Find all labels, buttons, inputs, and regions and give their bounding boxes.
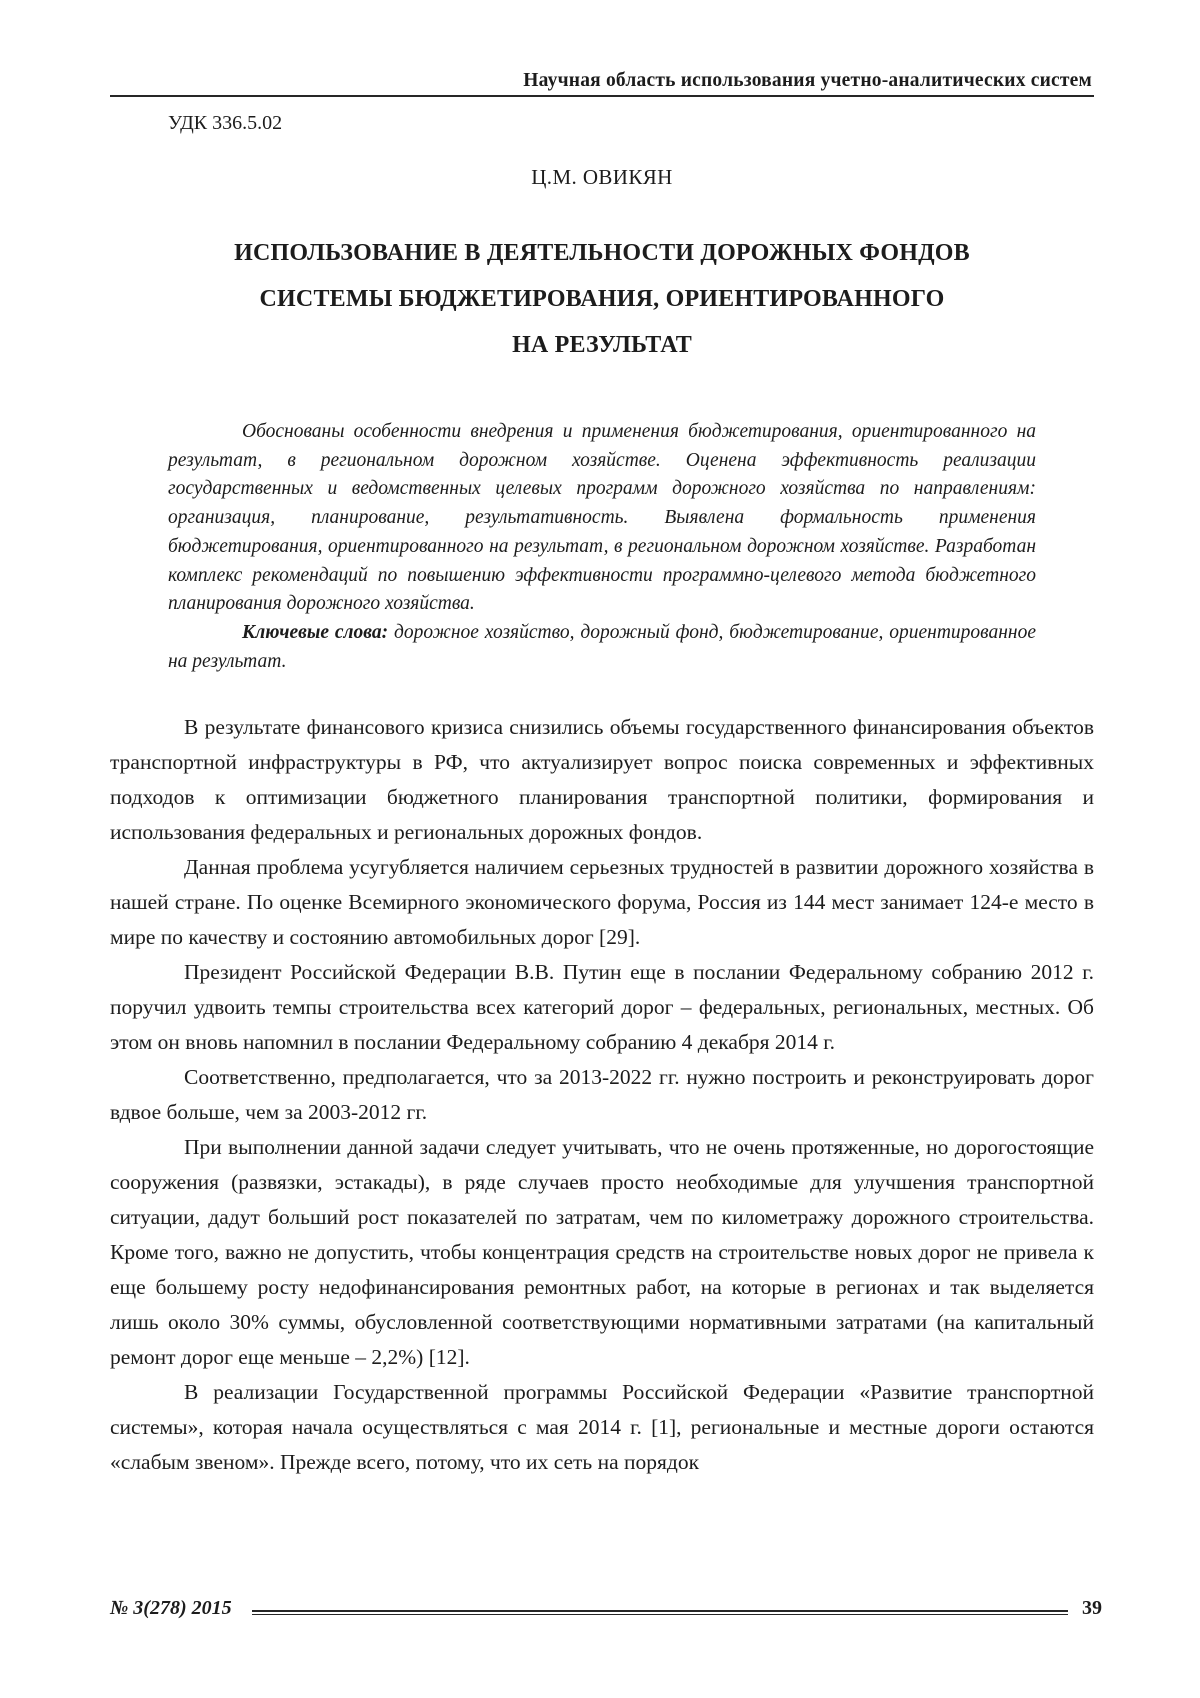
keywords-label: Ключевые слова:: [242, 621, 389, 643]
article-title-line: ИСПОЛЬЗОВАНИЕ В ДЕЯТЕЛЬНОСТИ ДОРОЖНЫХ ФОНДОВ: [234, 240, 970, 266]
body-paragraph: Данная проблема усугубляется наличием серьезных трудностей в развитии дорожного хозяйства в нашей стране. По оценке Всемирного экономического форума, Россия из 144 мест занимает 124-е место в мире по качеству и состоянию автомобильных дорог [29].: [110, 855, 1094, 950]
abstract-text: Обоснованы особенности внедрения и применения бюджетирования, ориентированного на результат, в региональном дорожном хозяйстве. Оценена эффективность реализации государственных и ведомственных целевых программ дорожного хозяйства по направлениям: организация, планирование, результативность. Выявлена формальность применения бюджетирования, ориентированного на результат, в региональном дорожном хозяйстве. Разработан комплекс рекомендаций по повышению эффективности программно-целевого метода бюджетного планирования дорожного хозяйства.: [168, 421, 1036, 615]
udc-code: УДК 336.5.02: [168, 112, 283, 134]
author-name: Ц.М. ОВИКЯН: [531, 165, 673, 189]
article-title: [110, 230, 1094, 368]
article-title-line: НА РЕЗУЛЬТАТ: [512, 332, 692, 358]
footer-rule: [252, 1610, 1068, 1615]
article-body: [110, 710, 1094, 1480]
header-rule: [110, 95, 1094, 97]
footer-page-number: 39: [1082, 1597, 1102, 1619]
abstract-block: [168, 418, 1036, 676]
footer-issue: № 3(278) 2015: [110, 1597, 232, 1619]
body-paragraph: В реализации Государственной программы Российской Федерации «Развитие транспортной системы», которая начала осуществляться с мая 2014 г. [1], региональные и местные дороги остаются «слабым звеном». Прежде всего, потому, что их сеть на порядок: [110, 1380, 1094, 1475]
body-paragraph: В результате финансового кризиса снизились объемы государственного финансирования объектов транспортной инфраструктуры в РФ, что актуализирует вопрос поиска современных и эффективных подходов к оптимизации бюджетного планирования транспортной политики, формирования и использования федеральных и региональных дорожных фондов.: [110, 715, 1094, 845]
keywords-paragraph: [168, 619, 1036, 676]
body-paragraph: При выполнении данной задачи следует учитывать, что не очень протяженные, но дорогостоящие сооружения (развязки, эстакады), в ряде случаев просто необходимые для улучшения транспортной ситуации, дадут больший рост показателей по затратам, чем по километражу дорожного строительства. Кроме того, важно не допустить, чтобы концентрация средств на строительстве новых дорог не привела к еще большему росту недофинансирования ремонтных работ, на которые в регионах и так выделяется лишь около 30% суммы, обусловленной соответствующими нормативными затратами (на капитальный ремонт дорог еще меньше – 2,2%) [12].: [110, 1135, 1094, 1370]
article-title-line: СИСТЕМЫ БЮДЖЕТИРОВАНИЯ, ОРИЕНТИРОВАННОГО: [259, 286, 945, 312]
running-header-title: Научная область использования учетно-аналитических систем: [523, 70, 1092, 91]
page-footer: [110, 1597, 1102, 1620]
body-paragraph: Соответственно, предполагается, что за 2013-2022 гг. нужно построить и реконструировать дорог вдвое больше, чем за 2003-2012 гг.: [110, 1065, 1094, 1125]
keywords-text: дорожное хозяйство, дорожный фонд, бюджетирование, ориентированное на результат.: [168, 621, 1037, 672]
body-paragraph: Президент Российской Федерации В.В. Путин еще в послании Федеральному собранию 2012 г. поручил удвоить темпы строительства всех категорий дорог – федеральных, региональных, местных. Об этом он вновь напомнил в послании Федеральному собранию 4 декабря 2014 г.: [110, 960, 1094, 1055]
running-header: [110, 70, 1094, 97]
